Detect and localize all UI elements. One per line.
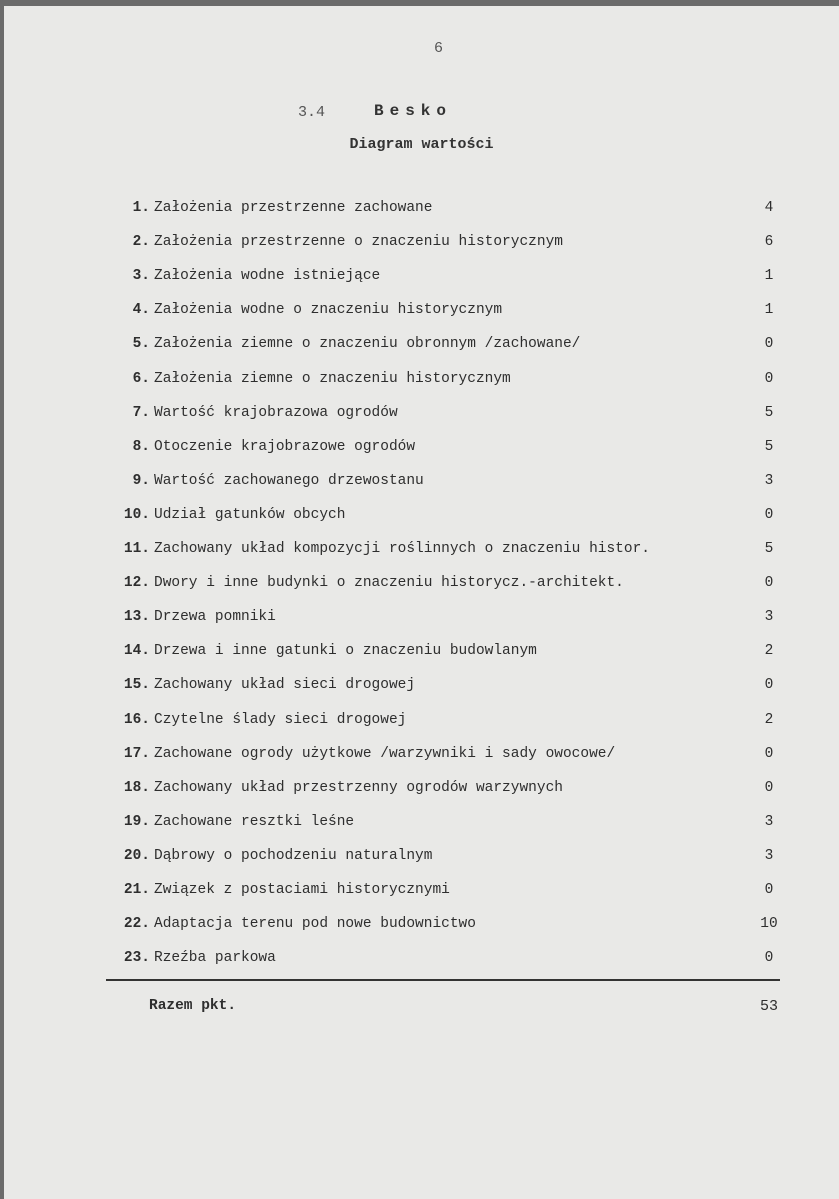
item-label: Zachowany układ przestrzenny ogrodów warzywnych (154, 779, 563, 796)
item-number: 8. (132, 438, 150, 455)
item-number: 1. (132, 200, 150, 216)
item-number: 21. (123, 882, 150, 898)
item-value: 2 (764, 643, 774, 660)
item-label: Adaptacja terenu pod nowe budownictwo (154, 916, 476, 933)
item-number: 2. (132, 234, 150, 251)
item-label: Otoczenie krajobrazowe ogrodów (154, 438, 416, 455)
item-value: 3 (764, 813, 774, 830)
item-label: Drzewa i inne gatunki o znaczeniu budowlanym (154, 643, 537, 660)
item-label: Zachowane ogrody użytkowe /warzywniki i sady owocowe/ (154, 745, 616, 762)
item-value: 6 (764, 234, 774, 251)
item-label: Wartość krajobrazowa ogrodów (154, 404, 398, 421)
item-number: 16. (123, 711, 150, 728)
list-item (4, 776, 839, 800)
item-number: 3. (132, 268, 150, 285)
list-item (4, 810, 839, 834)
list-item (4, 230, 839, 254)
item-value: 0 (764, 950, 774, 967)
list-item (4, 605, 839, 629)
list-item (4, 912, 839, 936)
item-label: Drzewa pomniki (154, 609, 276, 626)
list-item (4, 708, 839, 732)
list-item (4, 537, 839, 561)
page-number: 6 (434, 40, 444, 57)
item-label: Założenia przestrzenne o znaczeniu historycznym (154, 234, 563, 251)
item-value: 0 (764, 575, 774, 592)
list-item (4, 298, 839, 322)
item-number: 19. (123, 813, 150, 830)
item-label: Założenia wodne o znaczeniu historycznym (154, 302, 503, 319)
total-value: 53 (759, 998, 778, 1015)
item-value: 0 (764, 370, 774, 387)
item-label: Wartość zachowanego drzewostanu (154, 472, 424, 489)
list-item (4, 401, 839, 425)
item-label: Dwory i inne budynki o znaczeniu historycz.-architekt. (154, 575, 624, 592)
item-label: Założenia wodne istniejące (154, 268, 381, 285)
list-item (4, 469, 839, 493)
item-value: 4 (764, 200, 774, 216)
item-number: 7. (132, 404, 150, 421)
list-item (4, 844, 839, 868)
item-number: 17. (123, 745, 150, 762)
list-item (4, 571, 839, 595)
item-number: 4. (132, 302, 150, 319)
item-label: Założenia przestrzenne zachowane (154, 200, 433, 216)
section-name: Besko (374, 102, 453, 120)
list-item (4, 742, 839, 766)
item-number: 6. (132, 370, 150, 387)
item-label: Założenia ziemne o znaczeniu historycznym (154, 370, 511, 387)
item-value: 0 (764, 506, 774, 523)
item-number: 10. (123, 506, 150, 523)
item-label: Czytelne ślady sieci drogowej (154, 711, 407, 728)
item-value: 10 (760, 916, 778, 933)
item-value: 0 (764, 677, 774, 694)
item-value: 3 (764, 609, 774, 626)
item-number: 20. (123, 847, 150, 864)
item-label: Zachowany układ sieci drogowej (154, 677, 416, 694)
list-item (4, 503, 839, 527)
item-number: 22. (123, 916, 150, 933)
list-item (4, 196, 839, 220)
item-value: 1 (764, 302, 774, 319)
item-number: 9. (132, 472, 150, 489)
document-page (4, 6, 839, 1199)
item-label: Rzeźba parkowa (154, 950, 276, 967)
item-value: 5 (764, 438, 774, 455)
item-label: Zachowany układ kompozycji roślinnych o znaczeniu histor. (154, 541, 650, 557)
item-value: 5 (764, 541, 774, 557)
item-label: Zachowane resztki leśne (154, 813, 355, 830)
item-value: 0 (764, 336, 774, 353)
document-title: Diagram wartości (349, 136, 494, 153)
item-number: 23. (123, 950, 150, 967)
list-item (4, 332, 839, 356)
list-item (4, 639, 839, 663)
item-value: 5 (764, 404, 774, 421)
total-label: Razem pkt. (149, 998, 237, 1014)
item-number: 13. (123, 609, 150, 626)
item-value: 2 (764, 711, 774, 728)
item-number: 12. (123, 575, 150, 592)
item-value: 0 (764, 745, 774, 762)
item-number: 11. (123, 541, 150, 557)
item-label: Założenia ziemne o znaczeniu obronnym /zachowane/ (154, 336, 581, 353)
list-item (4, 367, 839, 391)
section-number: 3.4 (298, 104, 326, 121)
list-item (4, 435, 839, 459)
item-value: 0 (764, 779, 774, 796)
total-divider (106, 979, 780, 981)
list-item (4, 673, 839, 697)
item-label: Związek z postaciami historycznymi (154, 882, 450, 898)
item-value: 3 (764, 472, 774, 489)
item-number: 14. (123, 643, 150, 660)
item-number: 5. (132, 336, 150, 353)
item-value: 3 (764, 847, 774, 864)
item-value: 1 (764, 268, 774, 285)
item-value: 0 (764, 882, 774, 898)
item-number: 18. (123, 779, 150, 796)
item-label: Udział gatunków obcych (154, 506, 346, 523)
list-item (4, 946, 839, 970)
item-label: Dąbrowy o pochodzeniu naturalnym (154, 847, 433, 864)
list-item (4, 878, 839, 902)
list-item (4, 264, 839, 288)
item-number: 15. (123, 677, 150, 694)
